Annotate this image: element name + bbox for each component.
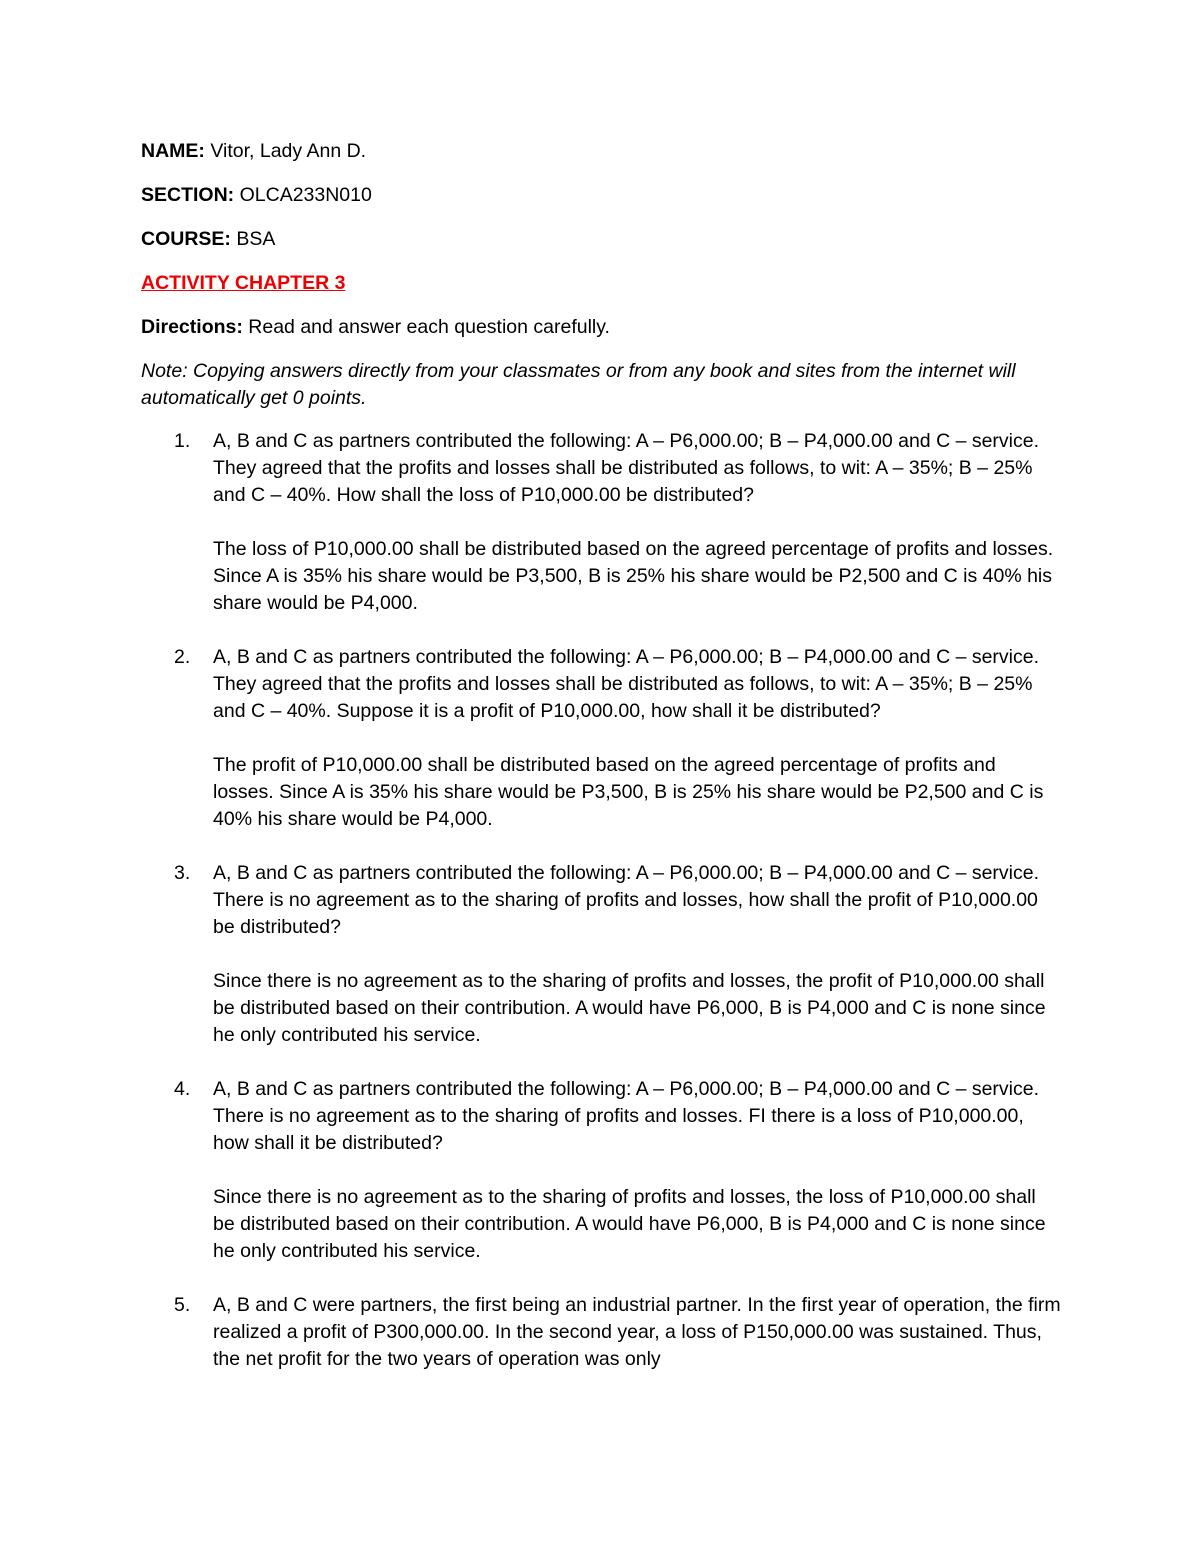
- question-number: 3.: [174, 862, 191, 884]
- answer-text: Since there is no agreement as to the sharing of profits and losses, the loss of P10,000.00 shall be distributed based on their contribution. A would have P6,000, B is P4,000 and C is none since he only contributed his service.: [213, 1186, 1046, 1262]
- section-label: SECTION:: [141, 184, 235, 206]
- question-item: [141, 428, 1061, 617]
- document-body: [141, 138, 1061, 1400]
- name-value: Vitor, Lady Ann D.: [210, 140, 367, 162]
- question-item: [141, 860, 1061, 1049]
- question-item: [141, 1292, 1061, 1373]
- question-list: [141, 428, 1061, 1373]
- name-field: [141, 138, 1061, 165]
- answer-text: The loss of P10,000.00 shall be distributed based on the agreed percentage of profits and losses. Since A is 35% his share would be P3,500, B is 25% his share would be P2,500 and C is 40% his share would be P4,000.: [213, 538, 1054, 614]
- answer-text: Since there is no agreement as to the sharing of profits and losses, the profit of P10,000.00 shall be distributed based on their contribution. A would have P6,000, B is P4,000 and C is none since he only contributed his service.: [213, 970, 1046, 1046]
- question-item: [141, 644, 1061, 833]
- directions-text: Read and answer each question carefully.: [248, 316, 610, 338]
- answer-text: The profit of P10,000.00 shall be distributed based on the agreed percentage of profits and losses. Since A is 35% his share would be P3,500, B is 25% his share would be P2,500 and C is 40% his share would be P4,000.: [213, 754, 1044, 830]
- question-text: A, B and C as partners contributed the following: A – P6,000.00; B – P4,000.00 and C – service. There is no agreement as to the sharing of profits and losses, how shall the profit of P10,000.00 be distributed?: [213, 862, 1040, 938]
- directions: [141, 314, 1061, 341]
- directions-label: Directions:: [141, 316, 243, 338]
- note-text: Note: Copying answers directly from your classmates or from any book and sites from the internet will automatically get 0 points.: [141, 360, 1016, 409]
- question-text: A, B and C as partners contributed the following: A – P6,000.00; B – P4,000.00 and C – service. They agreed that the profits and losses shall be distributed as follows, to wit: A – 35%; B – 25% and C – 40%. How shall the loss of P10,000.00 be distributed?: [213, 430, 1040, 506]
- question-text: A, B and C as partners contributed the following: A – P6,000.00; B – P4,000.00 and C – service. There is no agreement as to the sharing of profits and losses. FI there is a loss of P10,000.00, how shall it be distributed?: [213, 1078, 1040, 1154]
- question-number: 2.: [174, 646, 191, 668]
- course-label: COURSE:: [141, 228, 231, 250]
- section-field: [141, 182, 1061, 209]
- question-text: A, B and C were partners, the first being an industrial partner. In the first year of operation, the firm realized a profit of P300,000.00. In the second year, a loss of P150,000.00 was sustained. Thus, the net profit for the two years of operation was only: [213, 1294, 1061, 1370]
- name-label: NAME:: [141, 140, 205, 162]
- question-number: 1.: [174, 430, 191, 452]
- question-item: [141, 1076, 1061, 1265]
- course-field: [141, 226, 1061, 253]
- activity-title: ACTIVITY CHAPTER 3: [141, 272, 346, 294]
- question-number: 5.: [174, 1294, 191, 1316]
- section-value: OLCA233N010: [239, 184, 372, 206]
- question-number: 4.: [174, 1078, 191, 1100]
- course-value: BSA: [236, 228, 276, 250]
- question-text: A, B and C as partners contributed the following: A – P6,000.00; B – P4,000.00 and C – service. They agreed that the profits and losses shall be distributed as follows, to wit: A – 35%; B – 25% and C – 40%. Suppose it is a profit of P10,000.00, how shall it be distributed?: [213, 646, 1040, 722]
